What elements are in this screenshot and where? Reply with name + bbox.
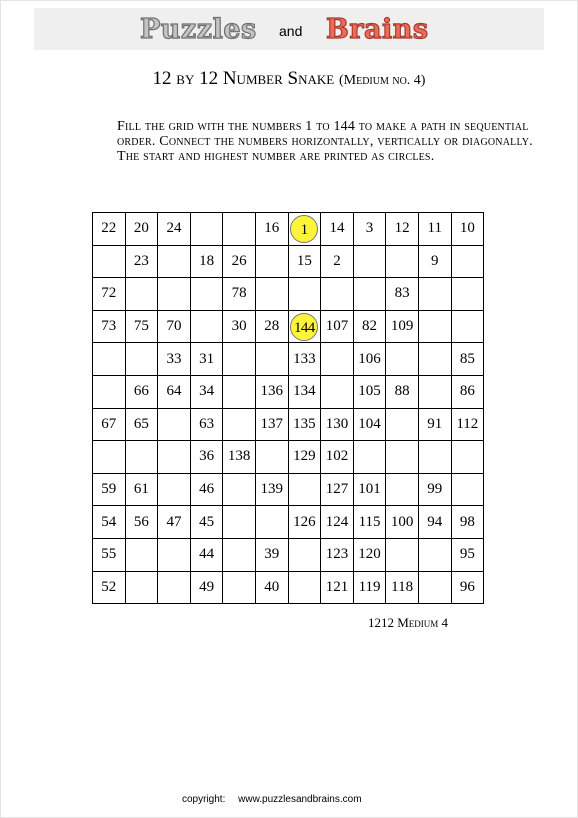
cell-number: 40 — [264, 578, 280, 595]
grid-cell[interactable] — [125, 245, 158, 278]
cell-number: 39 — [264, 546, 280, 563]
grid-cell[interactable] — [418, 213, 451, 246]
puzzle-id: 1212 Medium 4 — [368, 615, 449, 630]
grid-cell[interactable] — [451, 278, 484, 311]
cell-number: 118 — [391, 578, 414, 595]
cell-number: 65 — [133, 415, 149, 432]
cell-number: 75 — [133, 318, 149, 335]
grid-row — [93, 538, 484, 571]
grid-cell[interactable] — [190, 375, 223, 408]
grid-cell[interactable] — [418, 441, 451, 474]
grid-cell[interactable] — [125, 571, 158, 604]
grid-cell[interactable] — [93, 278, 126, 311]
circled-number: 144 — [290, 313, 318, 341]
grid-cell[interactable] — [223, 278, 256, 311]
grid-cell[interactable] — [451, 538, 484, 571]
grid-cell[interactable] — [255, 375, 288, 408]
grid-cell[interactable] — [125, 213, 158, 246]
cell-number: 73 — [101, 318, 117, 335]
cell-number: 115 — [358, 513, 381, 530]
grid-row — [93, 375, 484, 408]
grid-cell[interactable] — [418, 538, 451, 571]
grid-cell[interactable] — [223, 213, 256, 246]
grid-cell[interactable] — [255, 538, 288, 571]
instruction-line: Fill the grid with the numbers 1 to 144 to make a path in sequential — [117, 119, 529, 134]
grid-cell[interactable] — [158, 538, 191, 571]
grid-cell[interactable] — [288, 473, 321, 506]
cell-number: 2 — [333, 252, 341, 269]
cell-number: 99 — [427, 481, 443, 498]
grid-cell[interactable] — [418, 506, 451, 539]
cell-number: 83 — [394, 285, 410, 302]
grid-cell[interactable] — [158, 441, 191, 474]
grid-cell[interactable] — [353, 538, 386, 571]
grid-cell[interactable] — [321, 571, 354, 604]
grid-cell[interactable] — [190, 245, 223, 278]
cell-number: 109 — [390, 318, 414, 335]
grid-cell[interactable] — [93, 310, 126, 343]
grid-cell[interactable] — [190, 408, 223, 441]
grid-cell[interactable] — [125, 375, 158, 408]
grid-cell[interactable] — [223, 310, 256, 343]
circled-number: 1 — [290, 215, 318, 243]
grid-cell[interactable] — [93, 473, 126, 506]
cell-number: 36 — [199, 448, 215, 465]
cell-number: 10 — [459, 220, 475, 237]
cell-number: 46 — [199, 481, 215, 498]
grid-cell[interactable] — [288, 408, 321, 441]
grid-cell[interactable] — [288, 538, 321, 571]
grid-cell[interactable] — [418, 571, 451, 604]
grid-cell[interactable] — [451, 441, 484, 474]
grid-cell[interactable] — [190, 473, 223, 506]
grid-cell[interactable] — [288, 506, 321, 539]
cell-number: 63 — [199, 415, 215, 432]
copyright-footer — [182, 794, 362, 805]
grid-cell[interactable] — [158, 245, 191, 278]
grid-cell[interactable] — [321, 278, 354, 311]
cell-number: 112 — [456, 415, 479, 432]
cell-number: 16 — [264, 220, 280, 237]
cell-number: 119 — [358, 578, 381, 595]
grid-row — [93, 278, 484, 311]
grid-row — [93, 571, 484, 604]
grid-cell[interactable] — [223, 375, 256, 408]
cell-number: 49 — [199, 578, 215, 595]
grid-row — [93, 213, 484, 246]
grid-cell[interactable] — [288, 441, 321, 474]
grid-cell[interactable] — [190, 278, 223, 311]
cell-number: 66 — [133, 383, 149, 400]
cell-number: 67 — [101, 415, 117, 432]
cell-number: 23 — [133, 252, 149, 269]
cell-number: 105 — [358, 383, 381, 400]
grid-cell[interactable] — [223, 343, 256, 376]
grid-cell[interactable] — [223, 571, 256, 604]
grid-cell[interactable] — [451, 473, 484, 506]
puzzle-title-sub: (Medium no. 4) — [338, 73, 426, 88]
cell-number: 102 — [325, 448, 349, 465]
cell-number: 100 — [390, 513, 414, 530]
cell-number: 72 — [101, 285, 117, 302]
grid-cell[interactable] — [418, 408, 451, 441]
grid-cell[interactable] — [125, 278, 158, 311]
cell-number: 134 — [293, 383, 316, 400]
cell-number: 94 — [427, 513, 443, 530]
cell-number: 30 — [231, 318, 247, 335]
cell-number: 70 — [166, 318, 182, 335]
cell-number: 101 — [358, 481, 381, 498]
grid-cell[interactable] — [255, 278, 288, 311]
grid-cell[interactable] — [255, 473, 288, 506]
grid-cell[interactable] — [255, 343, 288, 376]
grid-cell[interactable] — [255, 571, 288, 604]
cell-number: 34 — [199, 383, 215, 400]
grid-cell[interactable] — [255, 506, 288, 539]
cell-number: 107 — [325, 318, 349, 335]
cell-number: 59 — [101, 481, 117, 498]
grid-cell[interactable] — [190, 213, 223, 246]
cell-number: 133 — [293, 350, 316, 367]
cell-number: 106 — [358, 350, 381, 367]
cell-number: 52 — [101, 578, 117, 595]
grid-cell[interactable] — [223, 506, 256, 539]
cell-number: 28 — [264, 318, 280, 335]
grid-cell[interactable] — [125, 310, 158, 343]
cell-number: 104 — [358, 415, 381, 432]
grid-cell[interactable] — [353, 310, 386, 343]
cell-number: 127 — [325, 481, 349, 498]
grid-cell[interactable] — [386, 278, 419, 311]
grid-cell[interactable] — [93, 571, 126, 604]
cell-number: 126 — [293, 513, 316, 530]
grid-cell[interactable] — [93, 343, 126, 376]
grid-cell[interactable] — [321, 375, 354, 408]
grid-cell[interactable] — [93, 213, 126, 246]
grid-cell[interactable] — [223, 538, 256, 571]
grid-row — [93, 473, 484, 506]
grid-cell[interactable] — [158, 506, 191, 539]
grid-row — [93, 343, 484, 376]
grid-cell[interactable] — [158, 473, 191, 506]
grid-cell[interactable] — [255, 213, 288, 246]
grid-cell[interactable] — [418, 278, 451, 311]
grid-cell[interactable] — [451, 343, 484, 376]
grid-cell[interactable] — [93, 441, 126, 474]
grid-cell[interactable] — [321, 473, 354, 506]
grid-cell[interactable] — [321, 213, 354, 246]
logo-brains-text: Brains — [326, 14, 429, 45]
grid-cell[interactable] — [386, 506, 419, 539]
grid-cell[interactable] — [321, 245, 354, 278]
grid-cell[interactable] — [386, 538, 419, 571]
cell-number: 78 — [231, 285, 247, 302]
grid-cell[interactable] — [190, 538, 223, 571]
grid-cell[interactable] — [158, 310, 191, 343]
grid-cell[interactable] — [321, 343, 354, 376]
cell-number: 137 — [260, 415, 284, 432]
grid-cell[interactable] — [255, 441, 288, 474]
cell-number: 120 — [358, 546, 381, 563]
grid-cell[interactable] — [190, 310, 223, 343]
cell-number: 64 — [166, 383, 182, 400]
grid-cell[interactable] — [288, 375, 321, 408]
instructions — [117, 119, 557, 164]
grid-cell[interactable] — [418, 473, 451, 506]
cell-number: 98 — [459, 513, 475, 530]
grid-cell[interactable] — [255, 245, 288, 278]
grid-cell[interactable] — [158, 343, 191, 376]
grid-cell[interactable] — [255, 408, 288, 441]
grid-cell[interactable] — [223, 245, 256, 278]
cell-number: 56 — [133, 513, 149, 530]
logo-and-text: and — [279, 23, 303, 39]
grid-cell[interactable] — [353, 506, 386, 539]
grid-cell[interactable] — [418, 375, 451, 408]
cell-number: 129 — [293, 448, 316, 465]
copyright-label: copyright: — [182, 794, 226, 805]
cell-number: 12 — [394, 220, 410, 237]
grid-cell[interactable] — [451, 310, 484, 343]
grid-cell[interactable] — [93, 408, 126, 441]
grid-cell[interactable] — [288, 213, 321, 246]
grid-cell[interactable] — [255, 310, 288, 343]
grid-cell[interactable] — [158, 408, 191, 441]
number-snake-grid — [92, 212, 484, 604]
cell-number: 86 — [459, 383, 475, 400]
grid-cell[interactable] — [223, 473, 256, 506]
grid-cell[interactable] — [288, 343, 321, 376]
grid-cell[interactable] — [353, 441, 386, 474]
cell-number: 139 — [260, 481, 284, 498]
cell-number: 44 — [199, 546, 215, 563]
grid-cell[interactable] — [386, 441, 419, 474]
grid-cell[interactable] — [223, 408, 256, 441]
cell-number: 24 — [166, 220, 182, 237]
grid-cell[interactable] — [125, 441, 158, 474]
cell-number: 9 — [430, 252, 439, 269]
site-logo — [34, 8, 544, 50]
cell-number: 96 — [459, 578, 475, 595]
grid-row — [93, 506, 484, 539]
cell-number: 82 — [362, 318, 378, 335]
cell-number: 47 — [166, 513, 182, 530]
grid-cell[interactable] — [93, 245, 126, 278]
grid-cell[interactable] — [158, 571, 191, 604]
cell-number: 130 — [325, 415, 349, 432]
grid-cell[interactable] — [288, 310, 321, 343]
grid-cell[interactable] — [353, 473, 386, 506]
grid-cell[interactable] — [93, 375, 126, 408]
grid-cell[interactable] — [93, 506, 126, 539]
cell-number: 54 — [101, 513, 117, 530]
grid-cell[interactable] — [321, 408, 354, 441]
cell-number: 136 — [260, 383, 284, 400]
grid-cell[interactable] — [418, 245, 451, 278]
grid-cell[interactable] — [451, 245, 484, 278]
grid-row — [93, 441, 484, 474]
cell-number: 138 — [227, 448, 251, 465]
grid-cell[interactable] — [223, 441, 256, 474]
grid-cell[interactable] — [190, 343, 223, 376]
grid-cell[interactable] — [321, 441, 354, 474]
grid-cell[interactable] — [190, 571, 223, 604]
cell-number: 26 — [231, 252, 247, 269]
grid-cell[interactable] — [353, 213, 386, 246]
cell-number: 14 — [329, 220, 345, 237]
cell-number: 31 — [199, 350, 215, 367]
cell-number: 123 — [325, 546, 349, 563]
cell-number: 3 — [365, 220, 374, 237]
grid-cell[interactable] — [158, 213, 191, 246]
grid-cell[interactable] — [451, 375, 484, 408]
grid-cell[interactable] — [125, 473, 158, 506]
instruction-line: order. Connect the numbers horizontally, vertically or diagonally. — [117, 134, 533, 149]
cell-number: 91 — [427, 415, 443, 432]
cell-number: 88 — [394, 383, 410, 400]
grid-cell[interactable] — [386, 375, 419, 408]
cell-number: 22 — [101, 220, 117, 237]
cell-number: 95 — [459, 546, 475, 563]
grid-cell[interactable] — [288, 278, 321, 311]
grid-cell[interactable] — [288, 245, 321, 278]
grid-cell[interactable] — [386, 408, 419, 441]
grid-cell[interactable] — [125, 538, 158, 571]
grid-row — [93, 408, 484, 441]
cell-number: 135 — [293, 415, 316, 432]
grid-cell[interactable] — [288, 571, 321, 604]
grid-row — [93, 310, 484, 343]
grid-cell[interactable] — [353, 245, 386, 278]
cell-number: 18 — [199, 252, 215, 269]
grid-cell[interactable] — [321, 310, 354, 343]
grid-cell[interactable] — [386, 213, 419, 246]
grid-cell[interactable] — [418, 310, 451, 343]
grid-cell[interactable] — [190, 441, 223, 474]
grid-cell[interactable] — [353, 278, 386, 311]
instruction-line: The start and highest number are printed as circles. — [117, 149, 435, 164]
grid-cell[interactable] — [451, 213, 484, 246]
grid-cell[interactable] — [321, 506, 354, 539]
grid-cell[interactable] — [93, 538, 126, 571]
grid-cell[interactable] — [353, 571, 386, 604]
grid-cell[interactable] — [158, 375, 191, 408]
grid-cell[interactable] — [158, 278, 191, 311]
grid-cell[interactable] — [386, 245, 419, 278]
grid-cell[interactable] — [386, 310, 419, 343]
grid-cell[interactable] — [451, 506, 484, 539]
grid-cell[interactable] — [451, 571, 484, 604]
grid-cell[interactable] — [386, 473, 419, 506]
cell-number: 45 — [199, 513, 215, 530]
grid-cell[interactable] — [321, 538, 354, 571]
grid-cell[interactable] — [451, 408, 484, 441]
cell-number: 55 — [101, 546, 117, 563]
grid-cell[interactable] — [386, 571, 419, 604]
grid-cell[interactable] — [353, 375, 386, 408]
cell-number: 20 — [133, 220, 149, 237]
cell-number: 61 — [133, 481, 149, 498]
grid-cell[interactable] — [125, 408, 158, 441]
grid-cell[interactable] — [353, 343, 386, 376]
puzzle-title — [0, 68, 578, 90]
cell-number: 124 — [325, 513, 349, 530]
cell-number: 121 — [325, 578, 349, 595]
copyright-url: www.puzzlesandbrains.com — [238, 794, 362, 805]
grid-cell[interactable] — [418, 343, 451, 376]
logo-puzzles-text: Puzzles — [140, 14, 257, 45]
grid-cell[interactable] — [386, 343, 419, 376]
grid-cell[interactable] — [353, 408, 386, 441]
grid-cell[interactable] — [125, 343, 158, 376]
grid-row — [93, 245, 484, 278]
cell-number: 15 — [296, 252, 312, 269]
grid-cell[interactable] — [125, 506, 158, 539]
grid-cell[interactable] — [190, 506, 223, 539]
cell-number: 33 — [166, 350, 182, 367]
cell-number: 85 — [459, 350, 475, 367]
puzzle-title-main: 12 by 12 Number Snake — [152, 68, 335, 89]
cell-number: 11 — [427, 220, 442, 237]
